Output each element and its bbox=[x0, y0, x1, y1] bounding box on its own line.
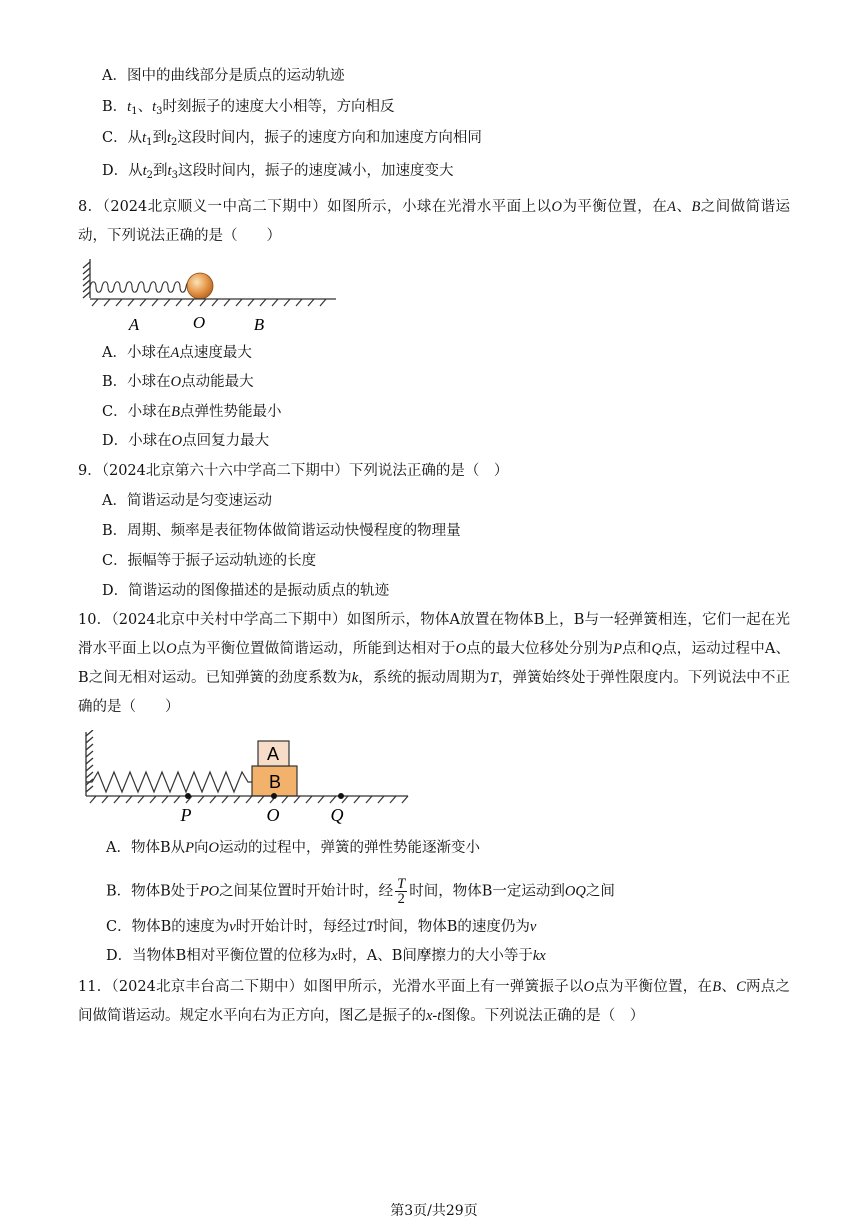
q9-option-b: B．周期、频率是表征物体做简谐运动快慢程度的物理量 bbox=[102, 523, 461, 539]
label-a: A bbox=[128, 315, 140, 334]
q9-option-d: D．简谐运动的图像描述的是振动质点的轨迹 bbox=[102, 583, 390, 599]
q7-option-b-label: B． bbox=[102, 99, 128, 115]
fraction-denominator: 2 bbox=[397, 891, 405, 907]
wall-icon bbox=[86, 730, 93, 796]
q11-var: C bbox=[736, 979, 746, 995]
block-a-label: A bbox=[266, 744, 280, 764]
q8-stem-text: 为平衡位置，在 bbox=[562, 199, 668, 215]
q10-stem-text: 点为平衡位置做简谐运动，所能到达相对于 bbox=[176, 641, 456, 657]
q8-stem-text: 、 bbox=[676, 199, 692, 215]
option-var: x bbox=[331, 948, 338, 964]
q10-var: P bbox=[613, 641, 622, 657]
q8-figure-spring-ball bbox=[78, 253, 340, 335]
option-text: D．小球在 bbox=[102, 433, 172, 449]
option-text: C．物体B的速度为 bbox=[106, 919, 230, 935]
q7-option-c bbox=[102, 128, 482, 153]
option-text: 点弹性势能最小 bbox=[179, 404, 282, 420]
point-p-dot bbox=[185, 793, 191, 799]
q11-stem-text: 图像。下列说法正确的是（ ） bbox=[441, 1008, 645, 1024]
q8-stem bbox=[78, 193, 790, 251]
q7-option-c-sub: 1 bbox=[146, 137, 153, 148]
q7-option-d-label: D．从 bbox=[102, 163, 143, 179]
q11-stem-text: 、 bbox=[721, 979, 737, 995]
option-text: 时间，物体B的速度仍为 bbox=[374, 919, 530, 935]
q7-option-b-t: t bbox=[152, 99, 157, 115]
q7-option-b-sub: 3 bbox=[156, 106, 163, 117]
point-q-dot bbox=[338, 793, 344, 799]
option-text: A．物体B从 bbox=[106, 840, 186, 856]
label-q: Q bbox=[330, 805, 344, 825]
fraction-t-over-2 bbox=[395, 877, 407, 906]
q10-option-b bbox=[106, 877, 615, 906]
q11-stem-text: 11．（2024北京丰台高二下期中）如图甲所示，光滑水平面上有一弹簧振子以 bbox=[78, 979, 584, 995]
q11-stem-text: 两点之间做简谐运动。规定水平向右为正方向，图乙是振子的 bbox=[78, 979, 791, 1024]
q10-figure-spring-blocks bbox=[78, 730, 412, 828]
block-b-label: B bbox=[268, 772, 282, 792]
option-text: 之间 bbox=[585, 883, 615, 900]
option-var: O bbox=[208, 840, 219, 856]
label-p: P bbox=[180, 805, 192, 825]
q7-option-d-text: 这段时间内，振子的速度减小，加速度变大 bbox=[177, 163, 454, 179]
q10-var: T bbox=[489, 670, 498, 686]
page-footer: 第3页/共29页 bbox=[390, 1203, 478, 1219]
q7-option-d-t: t bbox=[167, 163, 172, 179]
option-text: 运动的过程中，弹簧的弹性势能逐渐变小 bbox=[218, 840, 480, 856]
q9-option-c: C．振幅等于振子运动轨迹的长度 bbox=[102, 553, 317, 569]
label-o: O bbox=[192, 313, 206, 332]
option-text: D．当物体B相对平衡位置的位移为 bbox=[106, 948, 332, 964]
q8-stem-text: 之间做简谐运动，下列说法正确的是（ ） bbox=[78, 199, 791, 244]
option-var: P bbox=[185, 840, 194, 856]
q7-option-c-t: t bbox=[142, 130, 147, 146]
q8-option-d bbox=[102, 431, 269, 451]
label-b: B bbox=[253, 315, 265, 334]
q11-var: O bbox=[583, 979, 595, 995]
option-var: O bbox=[170, 374, 182, 390]
ground-icon bbox=[86, 796, 408, 803]
q7-option-d bbox=[102, 161, 453, 186]
option-text: B．物体B处于 bbox=[106, 883, 200, 900]
q8-option-c bbox=[102, 402, 281, 422]
q7-option-c-sub: 2 bbox=[171, 137, 178, 148]
q10-option-a bbox=[106, 838, 480, 858]
q10-var: O bbox=[455, 641, 467, 657]
q10-var: O bbox=[166, 641, 177, 657]
option-text: 时，A、B间摩擦力的大小等于 bbox=[337, 948, 533, 964]
option-var: T bbox=[366, 919, 375, 935]
label-o: O bbox=[266, 805, 280, 825]
q10-stem-text: 10．（2024北京中关村中学高二下期中）如图所示，物体A放置在物体B上，B与一轻弹簧相连，它们一起在光滑水平面上以 bbox=[78, 612, 790, 657]
option-var: v bbox=[229, 919, 236, 935]
q11-var: B bbox=[712, 979, 722, 995]
option-text: C．小球在 bbox=[102, 404, 172, 420]
fraction-numerator: T bbox=[397, 876, 406, 892]
q8-var-o: O bbox=[551, 199, 562, 215]
q7-option-c-mid: 到 bbox=[152, 130, 168, 146]
q11-stem-text: 点为平衡位置，在 bbox=[594, 979, 713, 995]
option-text: 点动能最大 bbox=[181, 374, 254, 390]
q7-option-c-label: C．从 bbox=[102, 130, 143, 146]
q8-option-b bbox=[102, 372, 254, 392]
q10-stem-text: 点的最大位移处分别为 bbox=[466, 641, 614, 657]
option-text: 点速度最大 bbox=[179, 345, 252, 361]
spring-zigzag-icon bbox=[86, 772, 252, 792]
q8-var-a: A bbox=[667, 199, 677, 215]
q7-option-b-text: 时刻振子的速度大小相等，方向相反 bbox=[162, 99, 395, 115]
option-var: v bbox=[529, 919, 537, 935]
q10-stem bbox=[78, 606, 790, 722]
option-var: A bbox=[170, 345, 180, 361]
q10-stem-text: ，系统的振动周期为 bbox=[358, 670, 490, 686]
q10-var: Q bbox=[651, 641, 662, 657]
q9-option-a: A．简谐运动是匀变速运动 bbox=[102, 493, 272, 509]
option-text: A．小球在 bbox=[102, 345, 171, 361]
q10-option-c bbox=[106, 917, 536, 937]
q7-option-b-t: t bbox=[127, 99, 132, 115]
q8-option-a bbox=[102, 343, 252, 363]
q8-var-b: B bbox=[691, 199, 701, 215]
q10-var: k bbox=[351, 670, 359, 686]
q9-stem: 9．（2024北京第六十六中学高二下期中）下列说法正确的是（ ） bbox=[78, 463, 509, 479]
q11-stem bbox=[78, 973, 790, 1031]
q10-stem-text: 点，运动过程中A、B之间无相对运动。已知弹簧的劲度系数为 bbox=[78, 641, 791, 686]
option-text: 时开始计时，每经过 bbox=[235, 919, 367, 935]
q10-stem-text: 点和 bbox=[621, 641, 652, 657]
q7-option-d-mid: 到 bbox=[153, 163, 168, 179]
option-text: 时间，物体B一定运动到 bbox=[409, 883, 565, 900]
option-var: PO bbox=[199, 883, 220, 900]
q11-var: x-t bbox=[426, 1008, 442, 1024]
option-var: O bbox=[171, 433, 183, 449]
q7-option-b-sep: 、 bbox=[137, 99, 153, 115]
q7-option-b-sub: 1 bbox=[131, 106, 138, 117]
q7-option-a: A．图中的曲线部分是质点的运动轨迹 bbox=[102, 68, 345, 84]
option-text: 之间某位置时开始计时，经 bbox=[219, 883, 394, 900]
option-text: 点回复力最大 bbox=[182, 433, 270, 449]
option-var: kx bbox=[532, 948, 546, 964]
q7-option-d-t: t bbox=[142, 163, 147, 179]
q7-option-d-sub: 2 bbox=[146, 170, 154, 181]
q10-option-d bbox=[106, 946, 546, 966]
ball-icon bbox=[187, 273, 213, 299]
q10-stem-text: ，弹簧始终处于弹性限度内。下列说法中不正确的是（ ） bbox=[78, 670, 791, 715]
option-text: 向 bbox=[194, 840, 209, 856]
q8-stem-text: 8．（2024北京顺义一中高二下期中）如图所示，小球在光滑水平面上以 bbox=[78, 199, 552, 215]
q7-option-d-sub: 3 bbox=[171, 170, 178, 181]
q7-option-c-text: 这段时间内，振子的速度方向和加速度方向相同 bbox=[177, 130, 482, 146]
q7-option-b bbox=[102, 97, 394, 122]
q7-option-c-t: t bbox=[167, 130, 172, 146]
option-var: B bbox=[171, 404, 180, 420]
wall-icon bbox=[83, 259, 90, 298]
option-var: OQ bbox=[564, 883, 586, 900]
option-text: B．小球在 bbox=[102, 374, 171, 390]
ground-icon bbox=[90, 299, 336, 306]
point-o-dot bbox=[271, 793, 277, 799]
